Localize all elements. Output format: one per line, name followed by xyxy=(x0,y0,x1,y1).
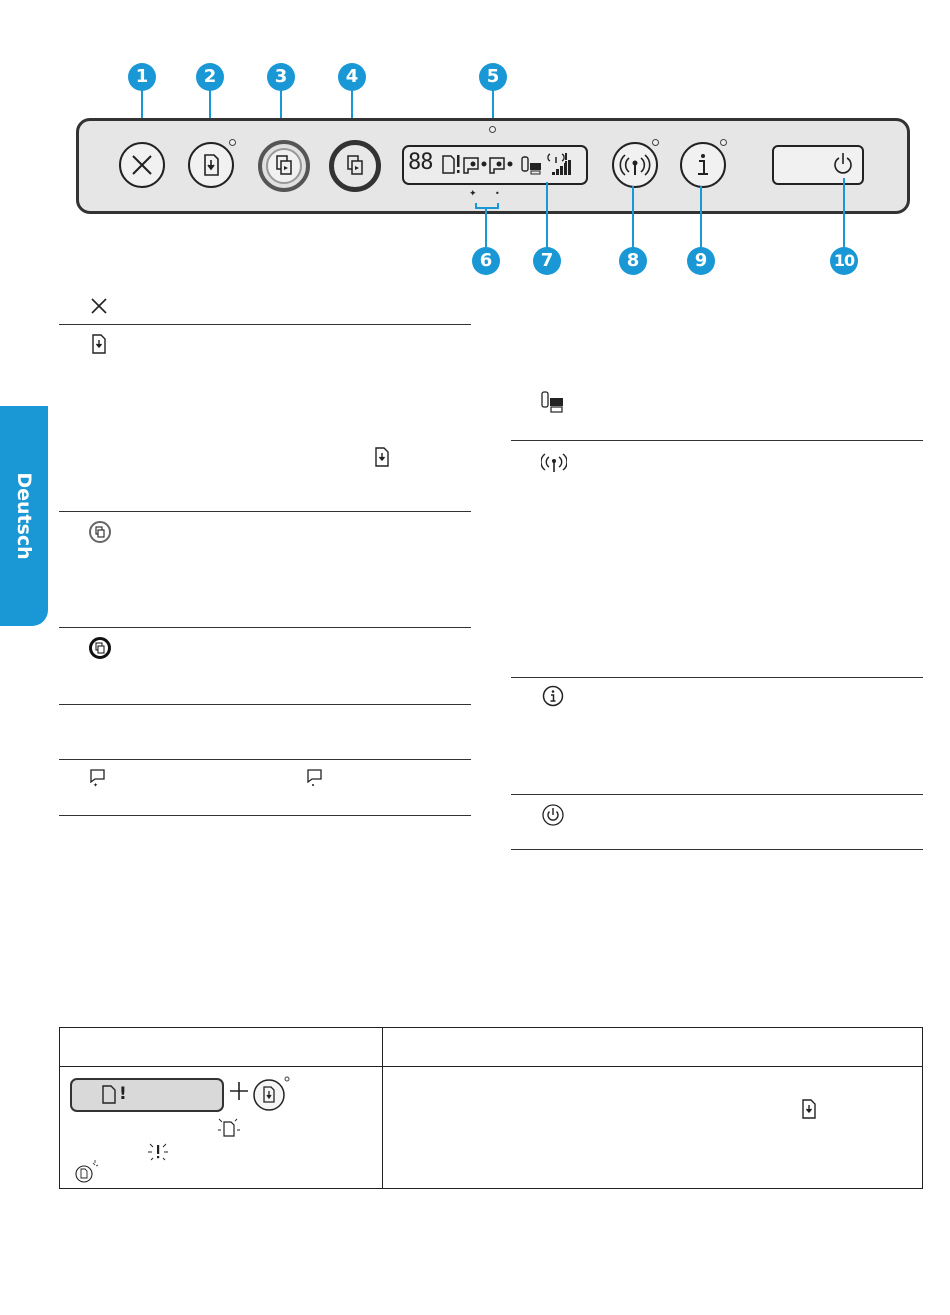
svg-text:✦: ✦ xyxy=(93,782,99,788)
row-divider xyxy=(59,324,471,325)
bw-copy-icon xyxy=(334,145,376,187)
resume-blink-icon xyxy=(72,1159,102,1185)
resume-icon xyxy=(190,144,232,186)
callout-10: 10 xyxy=(830,247,858,275)
display-digits: 88 xyxy=(408,150,433,175)
row-divider xyxy=(59,815,471,816)
printer-display xyxy=(402,145,588,185)
color-copy-button[interactable] xyxy=(258,140,310,192)
leader-8 xyxy=(632,186,634,248)
wireless-light xyxy=(652,139,659,146)
leader-10 xyxy=(843,178,845,248)
paper-ok-icon xyxy=(306,768,324,788)
cancel-button[interactable] xyxy=(119,142,165,188)
cancel-icon xyxy=(121,144,163,186)
color-copy-icon xyxy=(262,144,306,188)
row-divider xyxy=(511,849,923,850)
callout-7: 7 xyxy=(533,247,561,275)
information-light xyxy=(720,139,727,146)
power-button[interactable] xyxy=(772,145,864,185)
svg-text:✦: ✦ xyxy=(469,189,477,199)
row-divider xyxy=(59,759,471,760)
attention-light xyxy=(489,126,496,133)
information-icon xyxy=(541,684,565,708)
callout-6: 6 xyxy=(472,247,500,275)
information-button[interactable] xyxy=(680,142,726,188)
resume-icon xyxy=(374,446,390,468)
resume-button[interactable] xyxy=(188,142,234,188)
table-column-divider xyxy=(382,1028,383,1188)
paper-icon xyxy=(100,1083,120,1107)
information-icon xyxy=(682,144,724,186)
wireless-button[interactable] xyxy=(612,142,658,188)
leader-9 xyxy=(700,186,702,248)
callout-4: 4 xyxy=(338,63,366,91)
resume-icon xyxy=(801,1098,817,1120)
callout-5: 5 xyxy=(479,63,507,91)
callout-1: 1 xyxy=(128,63,156,91)
leader-5 xyxy=(492,90,494,120)
leader-6 xyxy=(485,208,487,248)
callout-9: 9 xyxy=(687,247,715,275)
leader-7 xyxy=(546,182,548,248)
row-divider xyxy=(511,677,923,678)
cancel-icon xyxy=(89,296,109,316)
resume-light xyxy=(229,139,236,146)
row-divider xyxy=(59,627,471,628)
row-divider xyxy=(511,794,923,795)
plus-icon xyxy=(229,1081,249,1101)
row-divider xyxy=(511,440,923,441)
power-icon xyxy=(541,803,565,827)
mini-display-alert: ! xyxy=(119,1084,127,1104)
mini-display xyxy=(70,1078,224,1112)
wireless-icon xyxy=(614,144,656,186)
svg-text:•: • xyxy=(495,189,500,198)
alert-blink-icon xyxy=(145,1140,171,1164)
row-divider xyxy=(59,704,471,705)
language-tab[interactable] xyxy=(0,406,48,626)
resume-icon xyxy=(250,1073,294,1113)
table-header-divider xyxy=(60,1066,922,1067)
callout-8: 8 xyxy=(619,247,647,275)
row-divider xyxy=(59,511,471,512)
display-icons xyxy=(404,147,586,183)
power-icon xyxy=(774,147,862,183)
color-copy-icon xyxy=(88,520,112,544)
bw-copy-button[interactable] xyxy=(329,140,381,192)
callout-2: 2 xyxy=(196,63,224,91)
language-tab-label: Deutsch xyxy=(13,472,35,560)
callout-3: 3 xyxy=(267,63,295,91)
paper-blink-icon xyxy=(216,1116,242,1140)
printer-display-icon xyxy=(540,390,568,416)
paper-error-icon xyxy=(89,768,107,788)
resume-icon xyxy=(91,333,107,355)
bw-copy-icon xyxy=(88,636,112,660)
wireless-icon xyxy=(541,452,567,474)
status-table xyxy=(59,1027,923,1189)
